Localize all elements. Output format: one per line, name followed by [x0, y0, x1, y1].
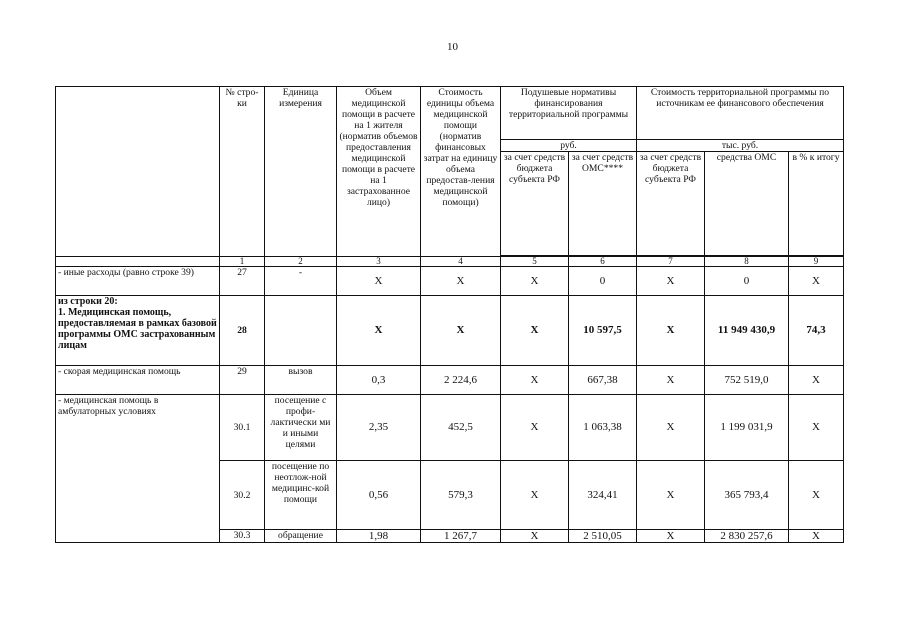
cell-volume: 0,3	[337, 366, 421, 395]
row-number: 30.2	[220, 461, 265, 530]
cell-col6: 324,41	[569, 461, 637, 530]
cell-col8: 0	[705, 267, 789, 296]
table-row	[56, 366, 844, 395]
header-col8: средства ОМС	[705, 152, 789, 256]
cell-col5: Х	[501, 530, 569, 543]
row-label: - иные расходы (равно строке 39)	[56, 267, 220, 296]
row-unit: посещение с профи-лактически ми и иными целями	[265, 395, 337, 461]
cell-col8: 11 949 430,9	[705, 296, 789, 366]
cell-col7: Х	[637, 267, 705, 296]
cell-col5: Х	[501, 296, 569, 366]
row-number: 30.3	[220, 530, 265, 543]
cell-col7: Х	[637, 366, 705, 395]
cell-volume: Х	[337, 296, 421, 366]
page-number: 10	[447, 41, 458, 53]
column-number: 9	[789, 257, 844, 267]
header-col7: за счет средств бюджета субъекта РФ	[637, 152, 705, 256]
cell-unit-cost: 1 267,7	[421, 530, 501, 543]
table-row	[56, 267, 844, 296]
header-volume: Объем медицинской помощи в расчете на 1 жителя (норматив объемов предоставления медицинской помощи в расчете на 1 застрахованное лицо)	[337, 87, 421, 257]
column-number: 4	[421, 257, 501, 267]
column-number-blank	[56, 257, 220, 267]
header-rub: руб.	[501, 140, 637, 152]
label-column-header	[56, 87, 220, 257]
cell-col9: Х	[789, 267, 844, 296]
column-number: 3	[337, 257, 421, 267]
cell-col5: Х	[501, 395, 569, 461]
row-unit: обращение	[265, 530, 337, 543]
cell-col5: Х	[501, 461, 569, 530]
cell-col8: 2 830 257,6	[705, 530, 789, 543]
header-col6: за счет средств ОМС****	[569, 152, 637, 256]
cell-col9: Х	[789, 461, 844, 530]
cell-unit-cost: 2 224,6	[421, 366, 501, 395]
cell-col6: 2 510,05	[569, 530, 637, 543]
column-number: 6	[569, 257, 637, 267]
cell-col8: 1 199 031,9	[705, 395, 789, 461]
row-unit: -	[265, 267, 337, 296]
cell-col9: Х	[789, 395, 844, 461]
cell-col9: Х	[789, 530, 844, 543]
cell-col6: 667,38	[569, 366, 637, 395]
cell-col7: Х	[637, 461, 705, 530]
row-number: 27	[220, 267, 265, 296]
cell-col7: Х	[637, 296, 705, 366]
cell-col5: Х	[501, 267, 569, 296]
cell-col5: Х	[501, 366, 569, 395]
cell-col7: Х	[637, 530, 705, 543]
cell-volume: 2,35	[337, 395, 421, 461]
table-row	[56, 395, 844, 461]
financing-table	[55, 86, 844, 543]
row-unit: вызов	[265, 366, 337, 395]
table-row	[56, 296, 844, 366]
column-number: 5	[501, 257, 569, 267]
column-number: 7	[637, 257, 705, 267]
header-row-number: № стро-ки	[220, 87, 265, 257]
header-per-capita-group: Подушевые нормативы финансирования территориальной программы	[501, 87, 637, 140]
row-label: - медицинская помощь в амбулаторных условиях	[56, 395, 220, 543]
cell-unit-cost: Х	[421, 296, 501, 366]
header-cost-group: Стоимость территориальной программы по источникам ее финансового обеспечения	[637, 87, 844, 140]
cell-unit-cost: 579,3	[421, 461, 501, 530]
row-unit: посещение по неотлож-ной медицинс-кой помощи	[265, 461, 337, 530]
header-col5: за счет средств бюджета субъекта РФ	[501, 152, 569, 256]
cell-col6: 10 597,5	[569, 296, 637, 366]
cell-col9: 74,3	[789, 296, 844, 366]
cell-volume: Х	[337, 267, 421, 296]
cell-col6: 0	[569, 267, 637, 296]
row-number: 29	[220, 366, 265, 395]
cell-col8: 752 519,0	[705, 366, 789, 395]
header-thousand-rub: тыс. руб.	[637, 140, 844, 152]
row-number: 30.1	[220, 395, 265, 461]
row-label: из строки 20: 1. Медицинская помощь, предоставляемая в рамках базовой программы ОМС застрахованным лицам	[56, 296, 220, 366]
cell-col8: 365 793,4	[705, 461, 789, 530]
cell-col6: 1 063,38	[569, 395, 637, 461]
cell-col7: Х	[637, 395, 705, 461]
column-number: 2	[265, 257, 337, 267]
header-unit: Единица измерения	[265, 87, 337, 257]
header-unit-cost: Стоимость единицы объема медицинской помощи (норматив финансовых затрат на единицу объема предостав-ления медицинской помощи)	[421, 87, 501, 257]
row-label: - скорая медицинская помощь	[56, 366, 220, 395]
cell-col9: Х	[789, 366, 844, 395]
column-number: 1	[220, 257, 265, 267]
cell-unit-cost: 452,5	[421, 395, 501, 461]
column-number: 8	[705, 257, 789, 267]
column-number-row	[56, 257, 844, 267]
cell-volume: 0,56	[337, 461, 421, 530]
header-col9: в % к итогу	[789, 152, 844, 256]
row-unit	[265, 296, 337, 366]
cell-volume: 1,98	[337, 530, 421, 543]
row-number: 28	[220, 296, 265, 366]
cell-unit-cost: Х	[421, 267, 501, 296]
